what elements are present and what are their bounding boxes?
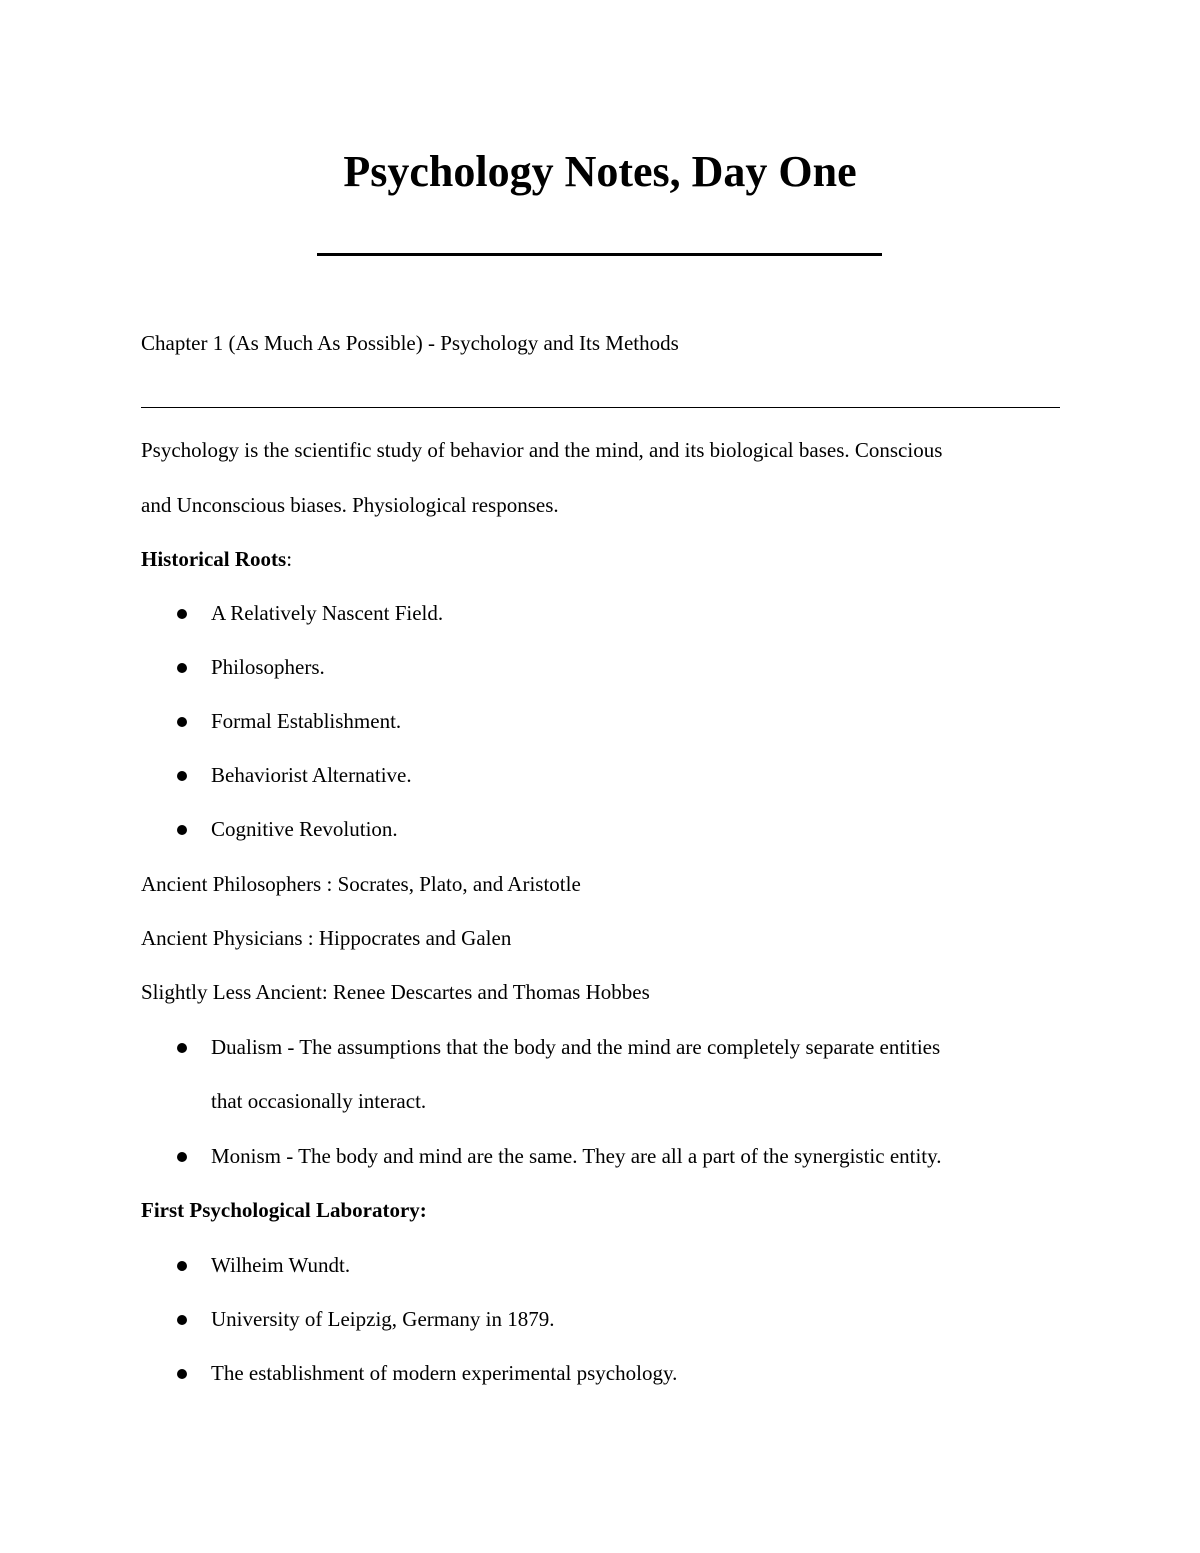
bullet-icon — [177, 1315, 187, 1325]
list-item: University of Leipzig, Germany in 1879. — [211, 1307, 555, 1331]
bullet-icon — [177, 717, 187, 727]
bullet-icon — [177, 1152, 187, 1162]
bullet-icon — [177, 1261, 187, 1271]
less-ancient-line: Slightly Less Ancient: Renee Descartes and Thomas Hobbes — [141, 980, 650, 1004]
dualism-item-line-1: Dualism - The assumptions that the body and the mind are completely separate entities — [211, 1035, 941, 1059]
bullet-icon — [177, 609, 187, 619]
monism-item: Monism - The body and mind are the same. They are all a part of the synergistic entity. — [211, 1144, 942, 1168]
list-item: Philosophers. — [211, 655, 325, 679]
list-item: The establishment of modern experimental psychology. — [211, 1361, 678, 1385]
chapter-heading: Chapter 1 (As Much As Possible) - Psychology and Its Methods — [141, 331, 679, 355]
first-lab-heading: First Psychological Laboratory: — [141, 1198, 427, 1222]
list-item: A Relatively Nascent Field. — [211, 601, 444, 625]
section-divider — [141, 407, 1060, 408]
historical-roots-colon: : — [286, 547, 293, 571]
intro-line-1: Psychology is the scientific study of behavior and the mind, and its biological bases. Conscious — [141, 438, 943, 462]
ancient-philosophers-line: Ancient Philosophers : Socrates, Plato, and Aristotle — [141, 872, 581, 896]
intro-line-2: and Unconscious biases. Physiological responses. — [141, 493, 559, 517]
dualism-item-line-2: that occasionally interact. — [211, 1089, 427, 1113]
bullet-icon — [177, 771, 187, 781]
document-title: Psychology Notes, Day One — [343, 147, 857, 196]
list-item: Behaviorist Alternative. — [211, 763, 412, 787]
bullet-icon — [177, 825, 187, 835]
bullet-icon — [177, 663, 187, 673]
list-item: Formal Establishment. — [211, 709, 402, 733]
historical-roots-heading — [141, 543, 292, 575]
ancient-physicians-line: Ancient Physicians : Hippocrates and Galen — [141, 926, 512, 950]
list-item: Cognitive Revolution. — [211, 817, 398, 841]
bullet-icon — [177, 1369, 187, 1379]
historical-roots-label: Historical Roots — [141, 547, 287, 571]
list-item: Wilheim Wundt. — [211, 1253, 351, 1277]
title-underline — [317, 253, 882, 256]
bullet-icon — [177, 1043, 187, 1053]
